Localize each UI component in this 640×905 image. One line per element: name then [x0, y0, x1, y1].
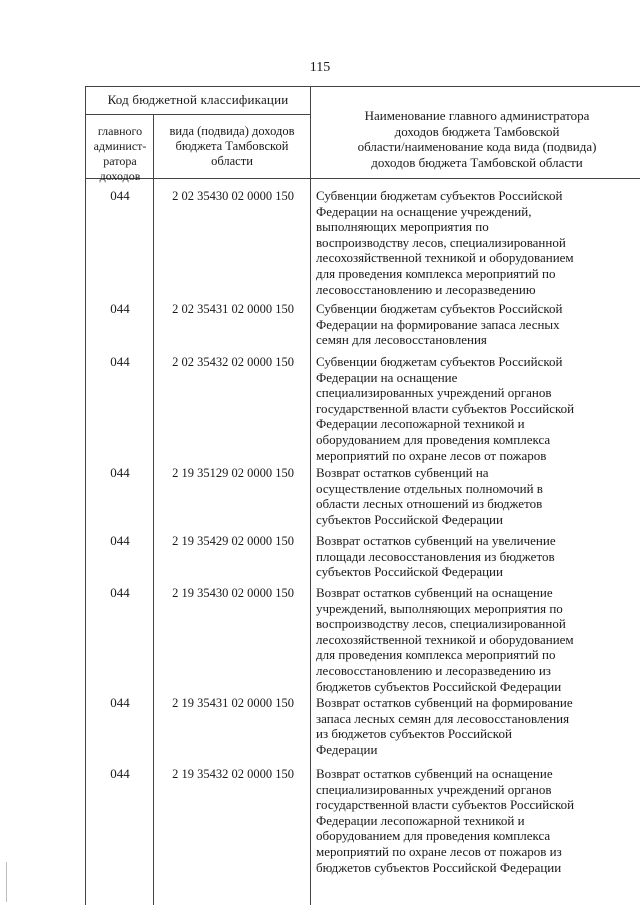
- header-line: админист-: [93, 139, 147, 153]
- name-line: оборудованием для проведения комплекса: [316, 431, 551, 447]
- name-line: Федерации лесопожарной техникой и: [316, 812, 525, 828]
- name-line: семян для лесовосстановления: [316, 332, 487, 348]
- name-line: лесовосстановлению и лесоразведению: [316, 281, 536, 297]
- header-line: главного: [97, 124, 143, 138]
- table-top-border: [85, 86, 640, 87]
- income-name-cell: [316, 465, 636, 527]
- header-line: вида (подвида) доходов: [169, 124, 295, 138]
- header-income-type: [156, 124, 308, 169]
- income-code-cell: 2 02 35432 02 0000 150: [172, 355, 294, 369]
- name-line: из бюджетов субъектов Российской: [316, 726, 512, 742]
- income-code-cell: 2 19 35129 02 0000 150: [172, 466, 294, 480]
- name-line: для проведения комплекса мероприятий по: [316, 265, 556, 281]
- name-line: Федерации лесопожарной техникой и: [316, 416, 525, 432]
- name-line: Субвенции бюджетам субъектов Российской: [316, 188, 563, 203]
- header-line: доходов бюджета Тамбовской: [394, 123, 560, 139]
- name-line: Федерации на формирование запаса лесных: [316, 316, 560, 332]
- admin-code-cell: 044: [110, 465, 130, 480]
- admin-code-cell: 044: [110, 585, 130, 600]
- name-line: лесохозяйственной техникой и оборудованием: [316, 631, 574, 647]
- name-line: воспроизводству лесов, специализированной: [316, 616, 566, 632]
- income-name-cell: [316, 188, 636, 297]
- name-line: Субвенции бюджетам субъектов Российской: [316, 354, 563, 369]
- income-name-cell: [316, 766, 636, 875]
- name-line: Федерации: [316, 741, 378, 757]
- name-line: выполняющих мероприятия по: [316, 219, 489, 235]
- name-line: Возврат остатков субвенций на: [316, 465, 489, 480]
- header-divider: [85, 114, 310, 115]
- income-name-cell: [316, 695, 636, 757]
- column-divider-1: [153, 114, 154, 905]
- header-line: бюджета Тамбовской: [175, 139, 289, 153]
- header-bottom-border: [85, 178, 640, 179]
- header-line: Наименование главного администратора: [364, 108, 590, 123]
- income-code-cell: 2 19 35429 02 0000 150: [172, 534, 294, 548]
- name-line: специализированных учреждений органов: [316, 781, 552, 797]
- name-line: оборудованием для проведения комплекса: [316, 828, 551, 844]
- income-code-cell: 2 19 35431 02 0000 150: [172, 696, 294, 710]
- admin-code-cell: 044: [110, 188, 130, 203]
- income-name-cell: [316, 301, 636, 348]
- name-line: государственной власти субъектов Российской: [316, 400, 575, 416]
- name-line: Возврат остатков субвенций на оснащение: [316, 766, 553, 781]
- admin-code-cell: 044: [110, 354, 130, 369]
- header-budget-classification: Код бюджетной классификации: [107, 92, 289, 107]
- header-chief-administrator: [87, 124, 153, 184]
- header-name-column: [318, 108, 636, 170]
- name-line: лесовосстановлению и лесоразведению из: [316, 662, 551, 678]
- name-line: Федерации на оснащение: [316, 369, 458, 385]
- name-line: государственной власти субъектов Российской: [316, 797, 575, 813]
- table-left-border: [85, 86, 86, 905]
- income-code-cell: 2 19 35430 02 0000 150: [172, 586, 294, 600]
- scan-edge-mark: [6, 862, 7, 902]
- admin-code-cell: 044: [110, 766, 130, 781]
- income-name-cell: [316, 585, 636, 694]
- income-name-cell: [316, 533, 636, 580]
- name-line: Возврат остатков субвенций на увеличение: [316, 533, 556, 548]
- page-number: 115: [309, 60, 331, 75]
- name-line: субъектов Российской Федерации: [316, 564, 503, 580]
- name-line: Возврат остатков субвенций на оснащение: [316, 585, 553, 600]
- header-line: доходов бюджета Тамбовской области: [371, 154, 583, 170]
- name-line: учреждений, выполняющих мероприятия по: [316, 600, 563, 616]
- name-line: мероприятий по охране лесов от пожаров из: [316, 843, 562, 859]
- header-line: доходов: [99, 169, 141, 183]
- admin-code-cell: 044: [110, 301, 130, 316]
- name-line: лесохозяйственной техникой и оборудованием: [316, 250, 574, 266]
- header-line: области: [211, 154, 253, 168]
- name-line: Возврат остатков субвенций на формирование: [316, 695, 573, 710]
- name-line: воспроизводству лесов, специализированной: [316, 234, 566, 250]
- name-line: для проведения комплекса мероприятий по: [316, 647, 556, 663]
- column-divider-2: [310, 86, 311, 905]
- header-line: ратора: [103, 154, 137, 168]
- income-code-cell: 2 02 35430 02 0000 150: [172, 189, 294, 203]
- name-line: осуществление отдельных полномочий в: [316, 480, 543, 496]
- name-line: Федерации на оснащение учреждений,: [316, 203, 532, 219]
- admin-code-cell: 044: [110, 695, 130, 710]
- name-line: Субвенции бюджетам субъектов Российской: [316, 301, 563, 316]
- income-code-cell: 2 19 35432 02 0000 150: [172, 767, 294, 781]
- header-line: области/наименование кода вида (подвида): [357, 139, 597, 154]
- income-name-cell: [316, 354, 636, 463]
- admin-code-cell: 044: [110, 533, 130, 548]
- name-line: области лесных отношений из бюджетов: [316, 496, 543, 512]
- name-line: субъектов Российской Федерации: [316, 511, 503, 527]
- name-line: запаса лесных семян для лесовосстановления: [316, 710, 570, 726]
- name-line: площади лесовосстановления из бюджетов: [316, 548, 555, 564]
- income-code-cell: 2 02 35431 02 0000 150: [172, 302, 294, 316]
- name-line: специализированных учреждений органов: [316, 385, 552, 401]
- name-line: бюджетов субъектов Российской Федерации: [316, 859, 562, 875]
- name-line: бюджетов субъектов Российской Федерации: [316, 678, 562, 694]
- name-line: мероприятий по охране лесов от пожаров: [316, 447, 547, 463]
